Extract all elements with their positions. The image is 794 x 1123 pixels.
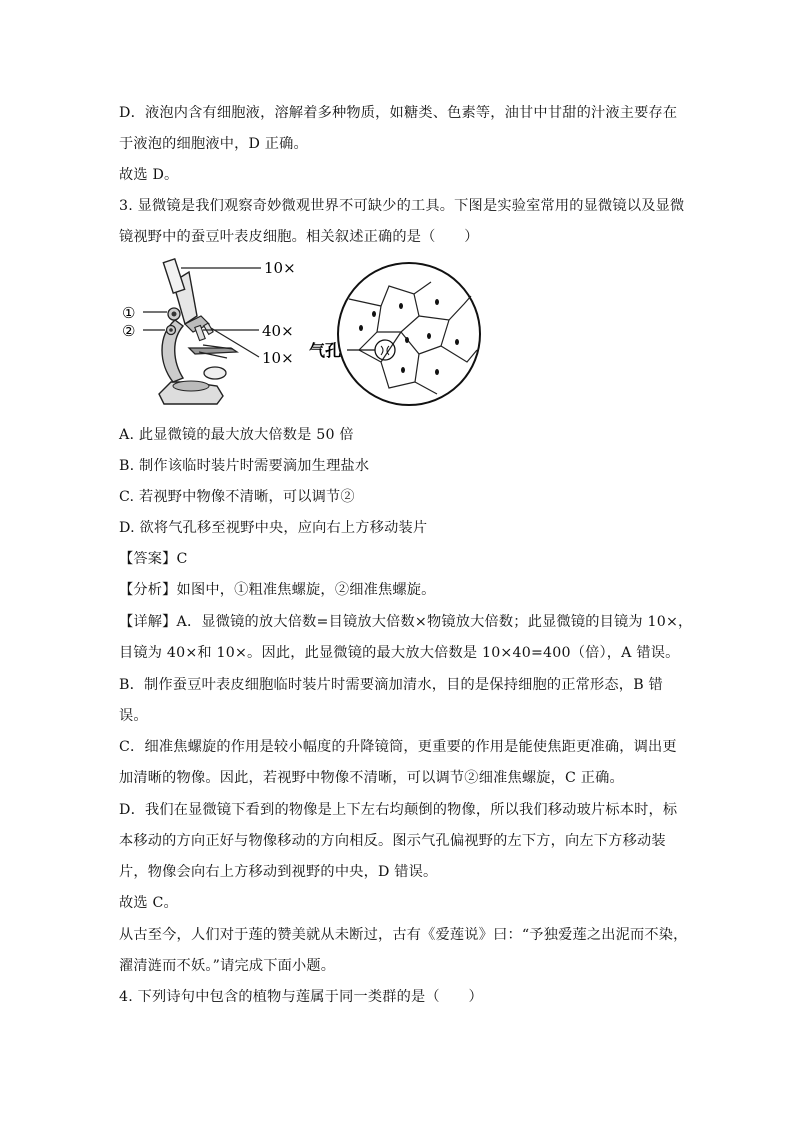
knob1-label: ① bbox=[122, 304, 136, 322]
explanation-line: 目镜为 40×和 10×。因此，此显微镜的最大放大倍数是 10×40=400（倍），A 错误。 bbox=[119, 645, 680, 661]
objective-high-label: 40× bbox=[262, 322, 294, 340]
knob2-label: ② bbox=[122, 322, 136, 340]
explanation-line: C．细准焦螺旋的作用是较小幅度的升降镜筒，更重要的作用是能使焦距更准确，调出更 bbox=[119, 739, 677, 755]
explanation-line: B．制作蚕豆叶表皮细胞临时装片时需要滴加清水，目的是保持细胞的正常形态，B 错 bbox=[119, 677, 663, 693]
explanation-line: 【详解】A．显微镜的放大倍数=目镜放大倍数×物镜放大倍数；此显微镜的目镜为 10×， bbox=[119, 614, 693, 630]
question-3-stem: 3. 显微镜是我们观察奇妙微观世界不可缺少的工具。下图是实验室常用的显微镜以及显微 bbox=[119, 198, 685, 214]
explanation-line: 片，物像会向右上方移动到视野的中央，D 错误。 bbox=[119, 864, 438, 880]
objective-low-label: 10× bbox=[262, 349, 294, 367]
explanation-line: 本移动的方向正好与物像移动的方向相反。图示气孔偏视野的左下方，向左下方移动装 bbox=[119, 833, 666, 849]
text-line: 于液泡的细胞液中，D 正确。 bbox=[119, 136, 308, 152]
microscope-diagram bbox=[119, 254, 499, 414]
field-of-view bbox=[338, 263, 480, 405]
option-d: D. 欲将气孔移至视野中央，应向右上方移动装片 bbox=[119, 520, 428, 536]
conclusion-line: 故选 C。 bbox=[119, 895, 178, 911]
base-top bbox=[173, 381, 209, 391]
stoma-label: 气孔 bbox=[309, 341, 342, 360]
analysis-line: 【分析】如图中，①粗准焦螺旋，②细准焦螺旋。 bbox=[119, 582, 436, 598]
microscope-figure bbox=[119, 254, 499, 414]
text-line: 故选 D。 bbox=[119, 167, 179, 183]
objective-40x bbox=[195, 325, 205, 340]
option-a: A. 此显微镜的最大放大倍数是 50 倍 bbox=[119, 427, 354, 443]
mirror bbox=[204, 367, 226, 379]
option-c: C. 若视野中物像不清晰，可以调节② bbox=[119, 489, 355, 505]
explanation-line: 加清晰的物像。因此，若视野中物像不清晰，可以调节②细准焦螺旋，C 正确。 bbox=[119, 770, 624, 786]
answer-line: 【答案】C bbox=[119, 551, 188, 567]
option-b: B. 制作该临时装片时需要滴加生理盐水 bbox=[119, 458, 370, 474]
question-4-stem: 4. 下列诗句中包含的植物与莲属于同一类群的是（ ） bbox=[119, 989, 483, 1005]
text-line: 镜视野中的蚕豆叶表皮细胞。相关叙述正确的是（ ） bbox=[119, 229, 479, 245]
text-line: D．液泡内含有细胞液，溶解着多种物质，如糖类、色素等，油甘中甘甜的汁液主要存在 bbox=[119, 105, 678, 121]
eyepiece-label: 10× bbox=[264, 259, 296, 277]
explanation-line: 误。 bbox=[119, 708, 148, 724]
passage-line: 濯清涟而不妖。”请完成下面小题。 bbox=[119, 958, 336, 974]
passage-line: 从古至今，人们对于莲的赞美就从未断过，古有《爱莲说》曰：“予独爱莲之出泥而不染， bbox=[119, 927, 688, 943]
explanation-line: D．我们在显微镜下看到的物像是上下左右均颠倒的物像，所以我们移动玻片标本时，标 bbox=[119, 802, 678, 818]
